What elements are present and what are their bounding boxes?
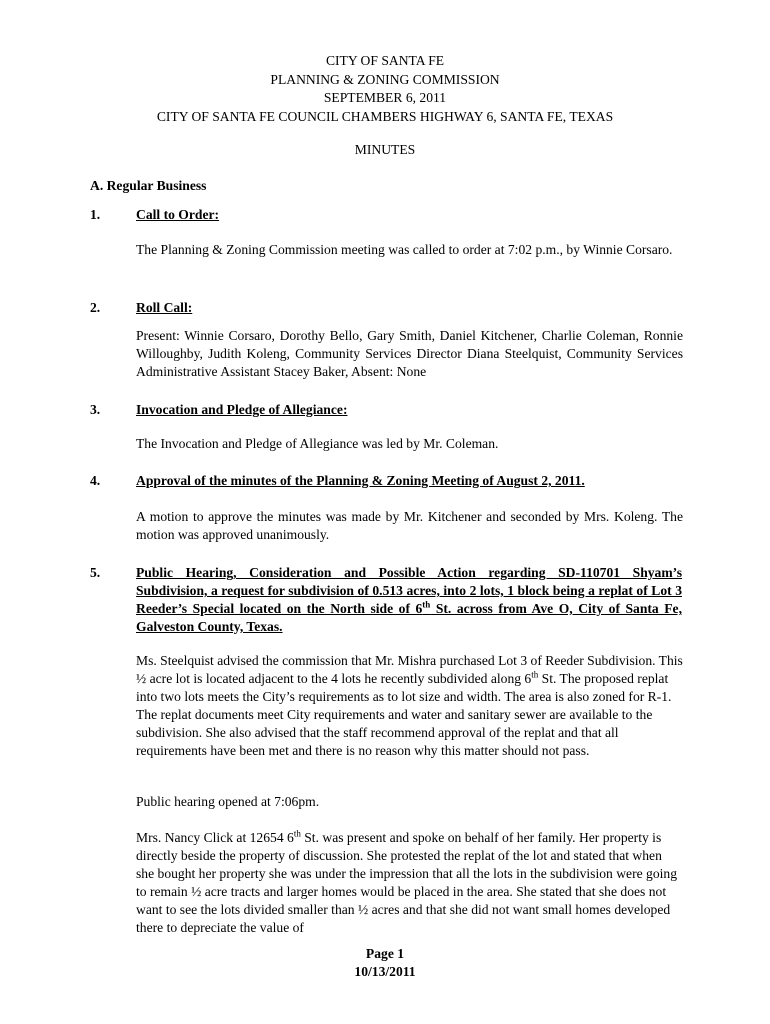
item-public-hearing [90,564,682,636]
header-location: CITY OF SANTA FE COUNCIL CHAMBERS HIGHWAY 6, SANTA FE, TEXAS [156,108,614,124]
item-call-to-order [90,206,682,224]
header-city: CITY OF SANTA FE [325,53,445,68]
item-roll-call [90,299,682,317]
item-title: Call to Order: [136,207,220,222]
item-title: Roll Call: [136,300,193,315]
document-header [0,52,770,126]
item-body: The Planning & Zoning Commission meeting was called to order at 7:02 p.m., by Winnie Corsaro. [136,242,673,257]
minutes-title: MINUTES [354,142,416,157]
item-number: 1. [90,207,101,222]
item-number: 2. [90,300,101,315]
item-body-public-comment: Mrs. Nancy Click at 12654 6th St. was present and spoke on behalf of her family. Her property is directly beside the property of discussion. She protested the replat of the lot and stated that when she bought her property she was under the impression that all the lots in the subdivision were going to remain ½ acre tracts and larger homes would be placed in the area. She stated that she does not want to see the lots divided smaller than ½ acres and that she did not want small homes developed there to depreciate the value of [136,828,678,935]
item-number: 5. [90,565,101,580]
page-footer [0,945,770,981]
page-number: Page 1 [365,946,405,961]
item-title: Approval of the minutes of the Planning & Zoning Meeting of August 2, 2011. [136,473,585,488]
item-approval-minutes [90,472,682,490]
section-regular-business: A. Regular Business [90,178,207,193]
item-title: Public Hearing, Consideration and Possible Action regarding SD-110701 Shyam’s Subdivision, a request for subdivision of 0.513 acres, into 2 lots, 1 block being a replat of Lot 3 Reeder’s Special located on the North side of 6th St. across from Ave O, City of Santa Fe, Galveston County, Texas. [136,565,682,634]
item-body-staff-report: Ms. Steelquist advised the commission that Mr. Mishra purchased Lot 3 of Reeder Subdivision. This ½ acre lot is located adjacent to the 4 lots he recently subdivided along 6th St. The proposed replat into two lots meets the City’s requirements as to lot size and width. The area is also zoned for R-1. The replat documents meet City requirements and water and sanitary sewer are available to the subdivision. She also advised that the staff recommend approval of the replat and that all requirements have been met and there is no reason why this matter should not pass. [136,653,683,758]
item-body-hearing-opened: Public hearing opened at 7:06pm. [136,794,320,809]
item-title: Invocation and Pledge of Allegiance: [136,402,348,417]
header-commission: PLANNING & ZONING COMMISSION [270,71,500,87]
item-body: The Invocation and Pledge of Allegiance was led by Mr. Coleman. [136,436,499,451]
item-number: 3. [90,402,101,417]
item-invocation [90,401,682,419]
header-date: SEPTEMBER 6, 2011 [323,90,447,105]
item-number: 4. [90,473,101,488]
item-body: Present: Winnie Corsaro, Dorothy Bello, Gary Smith, Daniel Kitchener, Charlie Coleman, Ronnie Willoughby, Judith Koleng, Community Services Director Diana Steelquist, Community Services Administrative Assistant Stacey Baker, Absent: None [136,328,683,379]
item-body: A motion to approve the minutes was made by Mr. Kitchener and seconded by Mrs. Koleng. The motion was approved unanimously. [136,509,683,542]
footer-date: 10/13/2011 [354,964,416,979]
